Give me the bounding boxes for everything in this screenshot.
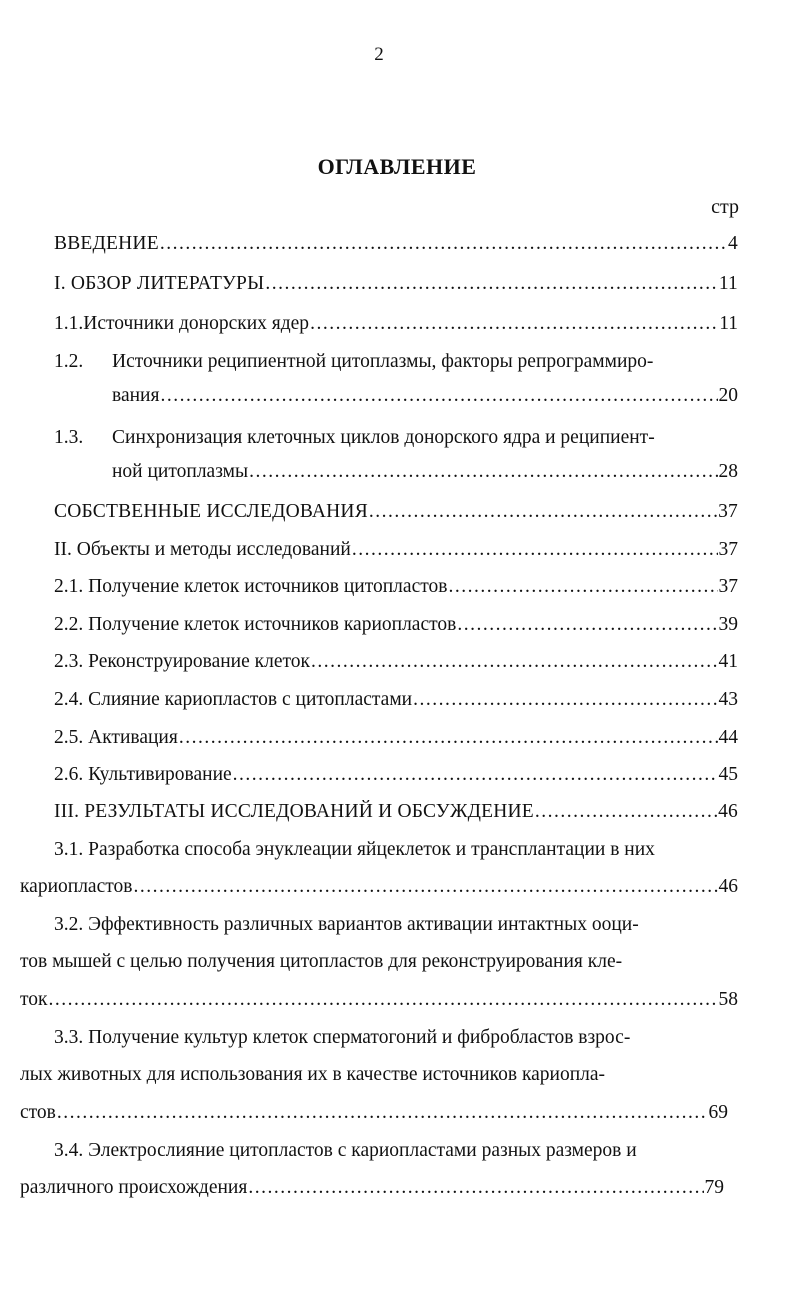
toc-entry-3-2-line2[interactable] (20, 946, 738, 978)
toc-entry-page: 37 (718, 576, 738, 597)
toc-entry-1-3-line2[interactable] (112, 456, 738, 488)
leader-dots (457, 609, 717, 641)
toc-entry-text: различного происхождения (20, 1177, 248, 1198)
toc-entry-text: 3.3. Получение культур клеток сперматогоний и фибробластов взрос- (54, 1027, 631, 1048)
toc-entry-1-1[interactable] (54, 308, 738, 340)
toc-entry-text: Источники донорских ядер (83, 313, 310, 334)
leader-dots (160, 228, 727, 260)
toc-entry-1-2-line2[interactable] (112, 380, 738, 412)
leader-dots (57, 1097, 708, 1129)
leader-dots (310, 308, 718, 340)
toc-entry-page: 69 (708, 1102, 728, 1123)
toc-entry-text: III. РЕЗУЛЬТАТЫ ИССЛЕДОВАНИЙ И ОБСУЖДЕНИЕ (54, 801, 534, 822)
toc-entry-text: 2.6. Культивирование (54, 764, 232, 785)
toc-entry-page: 46 (718, 801, 738, 822)
toc-entry-page: 11 (719, 313, 738, 334)
leader-dots (352, 534, 718, 566)
toc-entry-number: 1.3. (54, 427, 84, 448)
toc-entry-3-3-line1[interactable] (54, 1022, 738, 1054)
toc-entry-2-5[interactable] (54, 722, 738, 754)
toc-entry-text: 2.1. Получение клеток источников цитопластов (54, 576, 448, 597)
toc-entry-number: 1.2. (54, 351, 84, 372)
toc-entry-2-1[interactable] (54, 571, 738, 603)
toc-entry-page: 20 (718, 385, 738, 406)
toc-entry-review[interactable] (54, 268, 738, 300)
toc-entry-page: 39 (718, 614, 738, 635)
toc-entry-text: ток (20, 989, 48, 1010)
leader-dots (448, 571, 717, 603)
toc-entry-chapter-2[interactable] (54, 534, 738, 566)
toc-entry-text: 2.3. Реконструирование клеток (54, 651, 310, 672)
leader-dots (265, 268, 718, 300)
leader-dots (413, 684, 717, 716)
page-number: 2 (374, 44, 384, 65)
page-column-label: стр (711, 196, 739, 218)
toc-entry-2-3[interactable] (54, 646, 738, 678)
toc-entry-1-3-line1[interactable] (54, 422, 738, 454)
toc-entry-3-3-line2[interactable] (20, 1059, 738, 1091)
toc-entry-text: СОБСТВЕННЫЕ ИССЛЕДОВАНИЯ (54, 501, 368, 522)
toc-entry-text: стов (20, 1102, 56, 1123)
leader-dots (248, 1172, 703, 1204)
toc-entry-intro[interactable] (54, 228, 738, 260)
toc-entry-text: лых животных для использования их в качестве источников кариопла- (20, 1064, 606, 1085)
toc-entry-page: 41 (718, 651, 738, 672)
toc-entry-3-3-line3[interactable] (20, 1097, 728, 1129)
leader-dots (233, 759, 718, 791)
toc-entry-page: 45 (718, 764, 738, 785)
toc-entry-3-2-line3[interactable] (20, 984, 738, 1016)
toc-entry-1-2-line1[interactable] (54, 346, 738, 378)
toc-entry-3-1-line1[interactable] (54, 834, 738, 866)
toc-entry-3-2-line1[interactable] (54, 909, 738, 941)
toc-entry-number: 1.1. (54, 313, 84, 334)
toc-entry-text: кариопластов (20, 876, 133, 897)
toc-entry-own-research[interactable] (54, 496, 738, 528)
toc-entry-2-2[interactable] (54, 609, 738, 641)
toc-entry-text: тов мышей с целью получения цитопластов для реконструирования кле- (20, 951, 623, 972)
toc-entry-page: 44 (718, 727, 738, 748)
leader-dots (133, 871, 717, 903)
leader-dots (179, 722, 718, 754)
toc-entry-3-1-line2[interactable] (20, 871, 738, 903)
toc-entry-page: 37 (718, 501, 738, 522)
toc-entry-text: Синхронизация клеточных циклов донорского ядра и реципиент- (112, 427, 655, 448)
toc-entry-text: 2.4. Слияние кариопластов с цитопластами (54, 689, 413, 710)
toc-entry-page: 46 (718, 876, 738, 897)
leader-dots (535, 796, 717, 828)
toc-entry-3-4-line1[interactable] (54, 1135, 738, 1167)
toc-entry-text: вания (112, 385, 160, 406)
toc-entry-text: II. Объекты и методы исследований (54, 539, 351, 560)
leader-dots (369, 496, 717, 528)
toc-entry-3-4-line2[interactable] (20, 1172, 724, 1204)
toc-entry-page: 37 (718, 539, 738, 560)
toc-entry-text: 3.4. Электрослияние цитопластов с кариопластами разных размеров и (54, 1140, 637, 1161)
toc-entry-page: 43 (718, 689, 738, 710)
toc-title: ОГЛАВЛЕНИЕ (317, 154, 477, 179)
toc-entry-text: ВВЕДЕНИЕ (54, 233, 159, 254)
leader-dots (49, 984, 718, 1016)
toc-entry-text: 2.5. Активация (54, 727, 178, 748)
toc-entry-page: 4 (728, 233, 738, 254)
toc-entry-text: I. ОБЗОР ЛИТЕРАТУРЫ (54, 273, 265, 294)
leader-dots (160, 380, 717, 412)
toc-entry-page: 11 (718, 273, 738, 294)
leader-dots (311, 646, 718, 678)
toc-entry-text: 3.1. Разработка способа энуклеации яйцеклеток и трансплантации в них (54, 839, 655, 860)
toc-entry-2-6[interactable] (54, 759, 738, 791)
toc-entry-chapter-3[interactable] (54, 796, 738, 828)
leader-dots (249, 456, 717, 488)
toc-entry-text: ной цитоплазмы (112, 461, 249, 482)
toc-entry-page: 79 (704, 1177, 724, 1198)
toc-entry-page: 28 (718, 461, 738, 482)
toc-entry-page: 58 (718, 989, 738, 1010)
toc-entry-2-4[interactable] (54, 684, 738, 716)
toc-entry-text: 2.2. Получение клеток источников кариопластов (54, 614, 457, 635)
toc-entry-text: 3.2. Эффективность различных вариантов активации интактных ооци- (54, 914, 639, 935)
toc-entry-text: Источники реципиентной цитоплазмы, факторы репрограммиро- (112, 351, 654, 372)
